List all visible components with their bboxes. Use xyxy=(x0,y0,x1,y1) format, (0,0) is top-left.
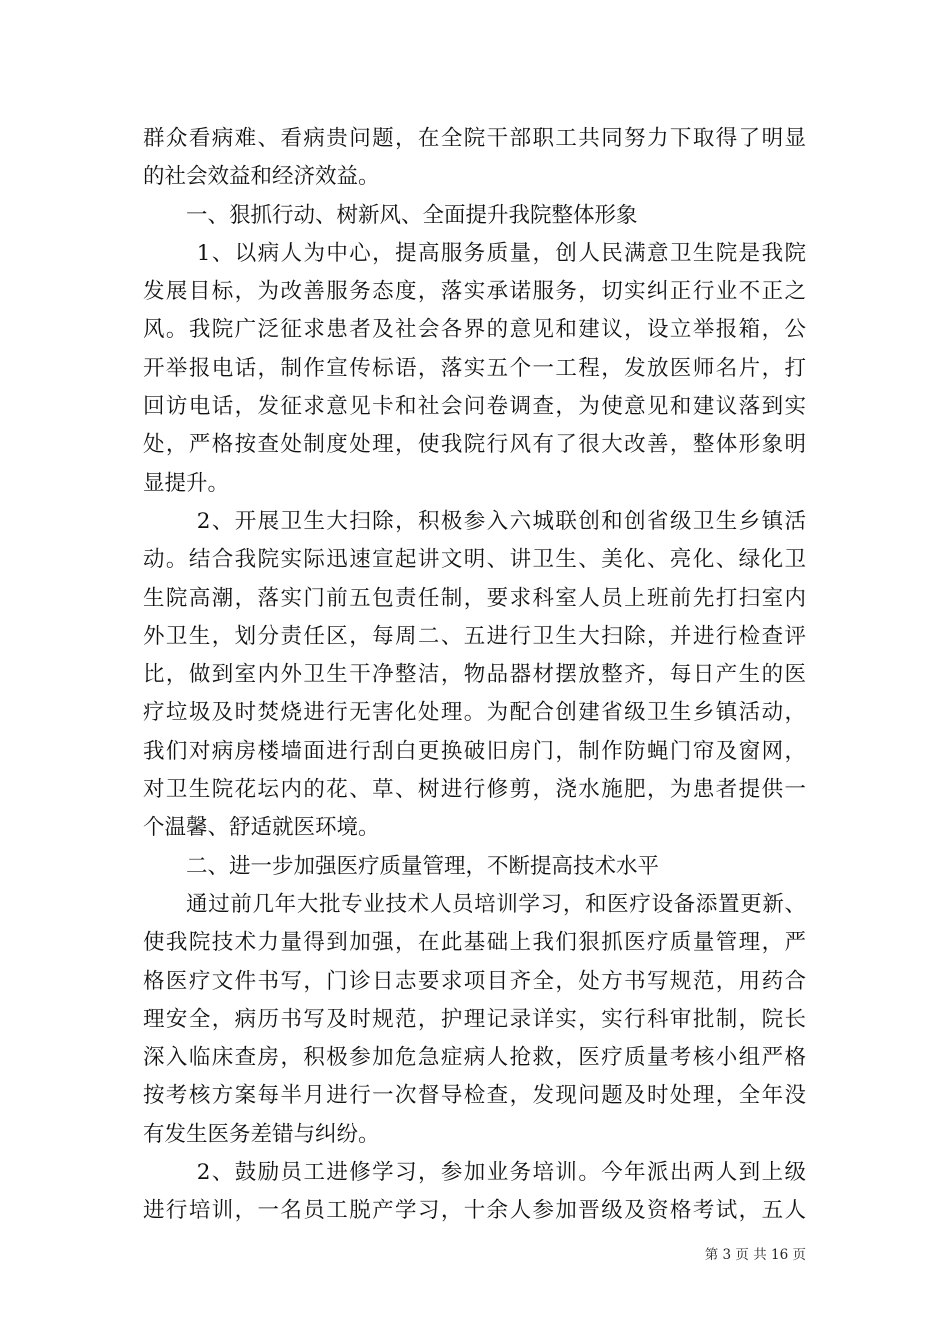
text-line: 我们对病房楼墙面进行刮白更换破旧房门，制作防蝇门帘及窗网， xyxy=(143,738,806,764)
text-line: 2、鼓励员工进修学习，参加业务培训。今年派出两人到上级 xyxy=(196,1160,806,1186)
text-line: 一、狠抓行动、树新风、全面提升我院整体形象 xyxy=(186,202,638,228)
text-line: 回访电话，发征求意见卡和社会问卷调查，为使意见和建议落到实 xyxy=(143,394,806,420)
text-line: 的社会效益和经济效益。 xyxy=(143,164,380,190)
text-line: 有发生医务差错与纠纷。 xyxy=(143,1121,380,1147)
text-line: 群众看病难、看病贵问题，在全院干部职工共同努力下取得了明显 xyxy=(143,126,806,151)
text-line: 进行培训，一名员工脱产学习，十余人参加晋级及资格考试，五人 xyxy=(143,1198,806,1224)
text-line: 外卫生，划分责任区，每周二、五进行卫生大扫除，并进行检查评 xyxy=(143,623,806,649)
text-line: 深入临床查房，积极参加危急症病人抢救，医疗质量考核小组严格 xyxy=(143,1045,806,1071)
text-line: 生院高潮，落实门前五包责任制，要求科室人员上班前先打扫室内 xyxy=(143,585,806,611)
text-line: 格医疗文件书写，门诊日志要求项目齐全，处方书写规范，用药合 xyxy=(143,968,806,994)
text-line: 使我院技术力量得到加强，在此基础上我们狠抓医疗质量管理，严 xyxy=(143,930,806,956)
text-line: 开举报电话，制作宣传标语，落实五个一工程，发放医师名片，打 xyxy=(143,355,806,381)
text-line: 风。我院广泛征求患者及社会各界的意见和建议，设立举报箱，公 xyxy=(143,317,806,343)
text-line: 1、以病人为中心，提高服务质量，创人民满意卫生院是我院 xyxy=(196,240,806,266)
document-body xyxy=(143,120,806,1231)
text-line: 对卫生院花坛内的花、草、树进行修剪，浇水施肥，为患者提供一 xyxy=(143,777,806,803)
text-line: 动。结合我院实际迅速宣起讲文明、讲卫生、美化、亮化、绿化卫 xyxy=(143,547,806,573)
text-line: 疗垃圾及时焚烧进行无害化处理。为配合创建省级卫生乡镇活动， xyxy=(143,700,806,726)
text-line: 显提升。 xyxy=(143,470,230,496)
text-line: 比，做到室内外卫生干净整洁，物品器材摆放整齐，每日产生的医 xyxy=(143,662,806,688)
text-line: 二、进一步加强医疗质量管理，不断提高技术水平 xyxy=(186,853,660,879)
page-number-footer: 第 3 页 共 16 页 xyxy=(704,1247,806,1263)
text-line: 个温馨、舒适就医环境。 xyxy=(143,815,380,841)
text-line: 2、开展卫生大扫除，积极参入六城联创和创省级卫生乡镇活 xyxy=(196,508,806,534)
text-line: 发展目标，为改善服务态度，落实承诺服务，切实纠正行业不正之 xyxy=(143,279,806,305)
text-line: 通过前几年大批专业技术人员培训学习，和医疗设备添置更新、 xyxy=(186,891,806,917)
text-line: 按考核方案每半月进行一次督导检查，发现问题及时处理，全年没 xyxy=(143,1083,806,1109)
text-line: 理安全，病历书写及时规范，护理记录详实，实行科审批制，院长 xyxy=(143,1006,806,1032)
text-line: 处，严格按查处制度处理，使我院行风有了很大改善，整体形象明 xyxy=(143,432,806,458)
